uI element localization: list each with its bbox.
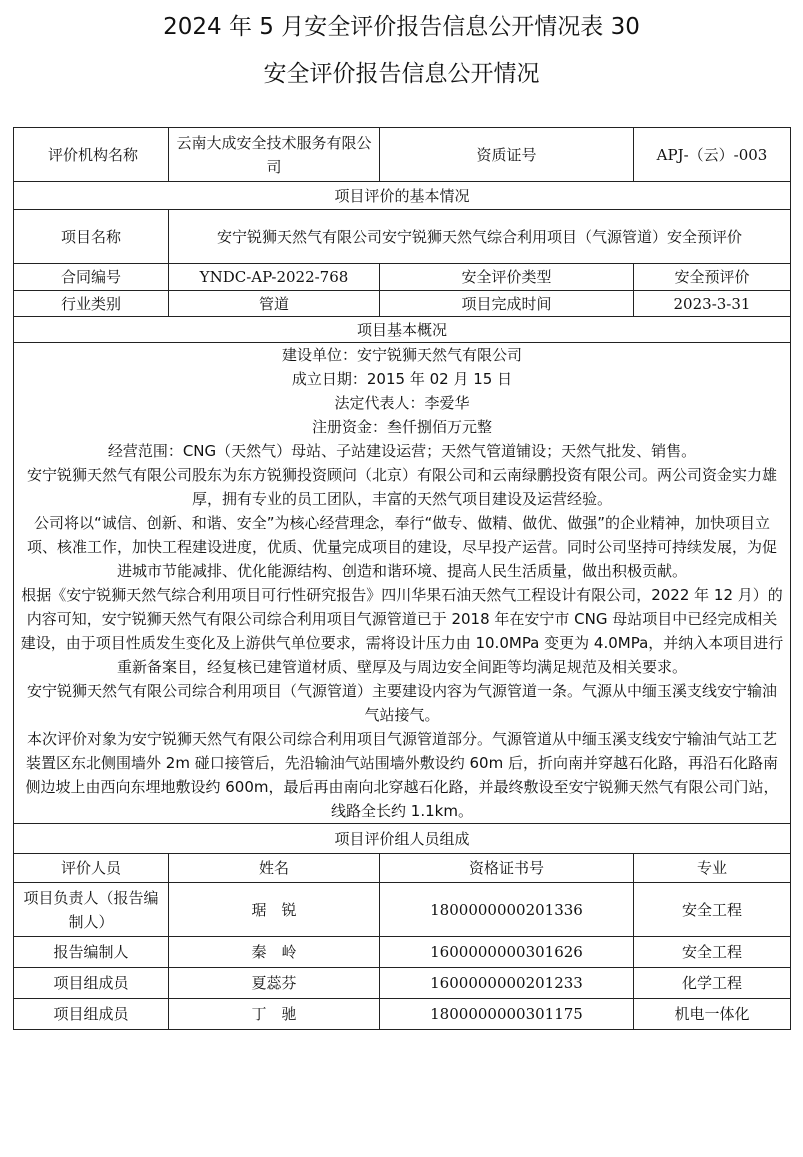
finish-time-label: 项目完成时间 — [380, 291, 634, 317]
overview-section-row — [14, 317, 791, 343]
team-cert-number: 1600000000301626 — [380, 937, 634, 968]
eval-type-label: 安全评价类型 — [380, 264, 634, 291]
overview-paragraph: 法定代表人：李爱华 — [334, 394, 470, 412]
basic-section-title: 项目评价的基本情况 — [14, 182, 791, 210]
contract-number: YNDC-AP-2022-768 — [169, 264, 380, 291]
team-header-row — [14, 854, 791, 883]
team-header-name: 姓名 — [169, 854, 380, 883]
team-major: 安全工程 — [634, 937, 791, 968]
overview-paragraph: 经营范围：CNG（天然气）母站、子站建设运营；天然气管道铺设；天然气批发、销售。 — [107, 442, 697, 460]
team-section-row — [14, 824, 791, 854]
team-row — [14, 937, 791, 968]
finish-time-value: 2023-3-31 — [634, 291, 791, 317]
team-member-name: 丁 驰 — [169, 999, 380, 1030]
org-label: 评价机构名称 — [14, 128, 169, 182]
cert-number: APJ-（云）-003 — [634, 128, 791, 182]
industry-row — [14, 291, 791, 317]
eval-type-value: 安全预评价 — [634, 264, 791, 291]
industry-value: 管道 — [169, 291, 380, 317]
document-title: 2024 年 5 月安全评价报告信息公开情况表 30 — [163, 14, 640, 40]
document-subtitle: 安全评价报告信息公开情况 — [263, 61, 540, 87]
team-header-major: 专业 — [634, 854, 791, 883]
team-member-name: 秦 岭 — [169, 937, 380, 968]
team-member-name: 夏蕊芬 — [169, 968, 380, 999]
team-role: 项目组成员 — [14, 968, 169, 999]
team-major: 机电一体化 — [634, 999, 791, 1030]
overview-row — [14, 343, 791, 824]
overview-paragraph: 成立日期：2015 年 02 月 15 日 — [291, 370, 513, 388]
team-major: 化学工程 — [634, 968, 791, 999]
overview-section-title: 项目基本概况 — [14, 317, 791, 343]
basic-section-row — [14, 182, 791, 210]
team-cert-number: 1600000000201233 — [380, 968, 634, 999]
industry-label: 行业类别 — [14, 291, 169, 317]
overview-paragraph: 本次评价对象为安宁锐狮天然气有限公司综合利用项目气源管道部分。气源管道从中缅玉溪支线安宁输油气站工艺装置区东北侧围墙外 2m 碰口接管后，先沿输油气站围墙外敷设约 60m 后，折向南并穿越石化路，再沿石化路南侧边坡上由西向东埋地敷设约 600m，最后再由南向北穿越石化路，并最终敷设至安宁锐狮天然气有限公司门站，线路全长约 1.1km。 — [25, 730, 779, 820]
overview-paragraph: 安宁锐狮天然气有限公司股东为东方锐狮投资顾问（北京）有限公司和云南绿鹏投资有限公司。两公司资金实力雄厚，拥有专业的员工团队，丰富的天然气项目建设及运营经验。 — [26, 466, 777, 508]
cert-label: 资质证号 — [380, 128, 634, 182]
team-section-title: 项目评价组人员组成 — [14, 824, 791, 854]
overview-paragraph: 建设单位：安宁锐狮天然气有限公司 — [281, 346, 522, 364]
team-row — [14, 883, 791, 937]
team-cert-number: 1800000000201336 — [380, 883, 634, 937]
org-name: 云南大成安全技术服务有限公司 — [169, 128, 380, 182]
project-name-row — [14, 210, 791, 264]
team-major: 安全工程 — [634, 883, 791, 937]
team-role: 项目组成员 — [14, 999, 169, 1030]
org-row — [14, 128, 791, 182]
overview-paragraph: 安宁锐狮天然气有限公司综合利用项目（气源管道）主要建设内容为气源管道一条。气源从中缅玉溪支线安宁输油气站接气。 — [26, 682, 777, 724]
team-cert-number: 1800000000301175 — [380, 999, 634, 1030]
overview-paragraph: 根据《安宁锐狮天然气综合利用项目可行性研究报告》四川华果石油天然气工程设计有限公司，2022 年 12 月）的内容可知，安宁锐狮天然气有限公司综合利用项目气源管道已于 2018 年在安宁市 CNG 母站项目中已经完成相关建设，由于项目性质发生变化及上游供气单位要求，需将设计压力由 10.0MPa 变更为 4.0MPa，并纳入本项目进行重新备案目，经复核已建管道材质、壁厚及与周边安全间距等均满足规范及相关要求。 — [20, 586, 784, 676]
project-name-value: 安宁锐狮天然气有限公司安宁锐狮天然气综合利用项目（气源管道）安全预评价 — [169, 210, 791, 264]
team-header-cert: 资格证书号 — [380, 854, 634, 883]
team-role: 项目负责人（报告编制人） — [14, 883, 169, 937]
overview-text — [14, 343, 791, 824]
overview-paragraph: 公司将以“诚信、创新、和谐、安全”为核心经营理念，奉行“做专、做精、做优、做强”的企业精神，加快项目立项、核准工作，加快工程建设进度，优质、优量完成项目的建设，尽早投产运营。同时公司坚持可持续发展，为促进城市节能减排、优化能源结构、创造和谐环境、提高人民生活质量，做出积极贡献。 — [26, 514, 777, 580]
contract-label: 合同编号 — [14, 264, 169, 291]
contract-row — [14, 264, 791, 291]
disclosure-table — [13, 127, 791, 1030]
team-row — [14, 999, 791, 1030]
team-member-name: 琚 锐 — [169, 883, 380, 937]
overview-paragraph: 注册资金：叁仟捌佰万元整 — [311, 418, 492, 436]
project-name-label: 项目名称 — [14, 210, 169, 264]
team-header-role: 评价人员 — [14, 854, 169, 883]
team-role: 报告编制人 — [14, 937, 169, 968]
team-row — [14, 968, 791, 999]
